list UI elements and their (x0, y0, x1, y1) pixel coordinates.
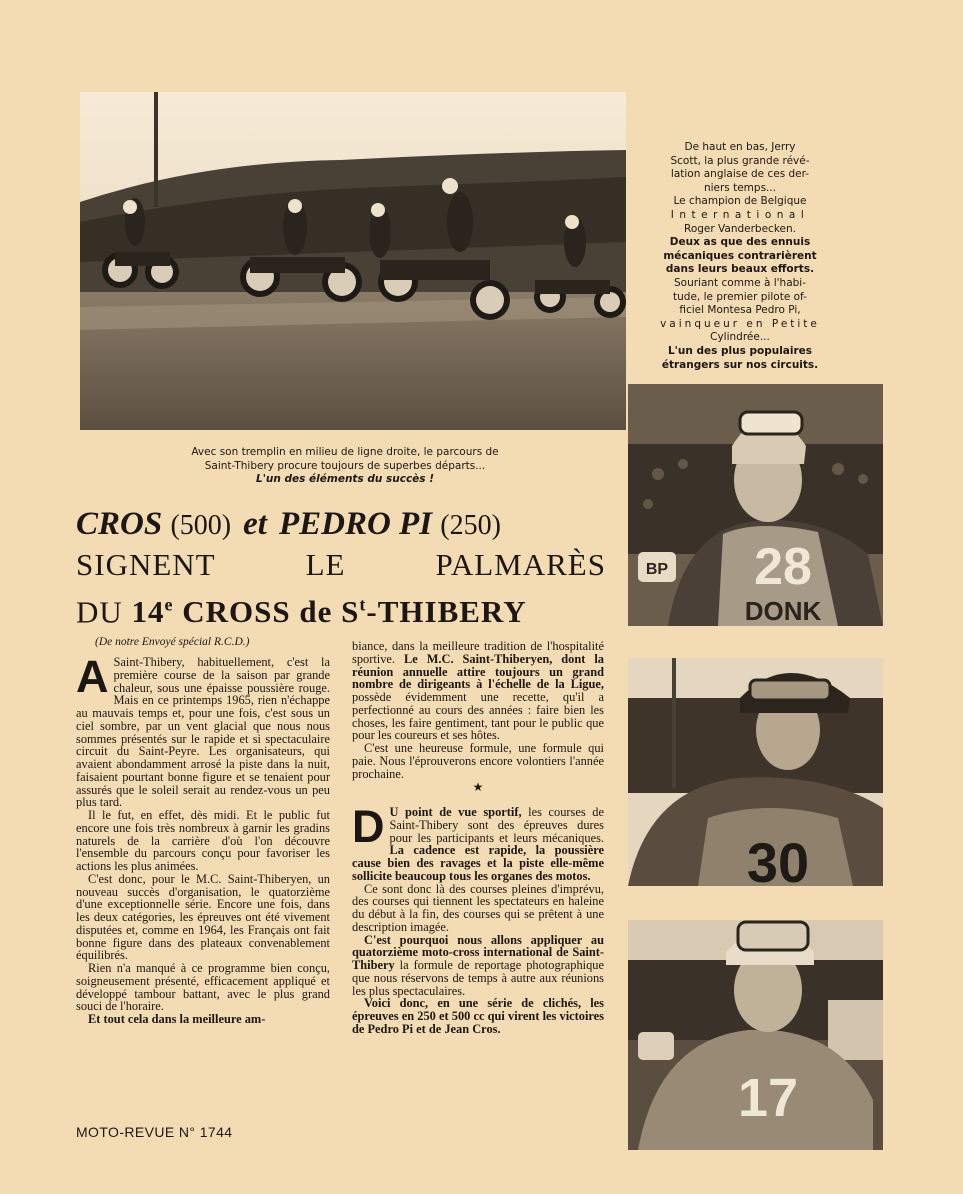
bp-sign-text: BP (645, 561, 669, 578)
article-paragraph: C'est donc, pour le M.C. Saint-Thiberyen, un nouveau succès d'organisation, le quatorzième d'une exceptionnelle série. Encore une fois, dans les deux catégories, les épreuves ont été vivement disputées et, comme en 1964, les Français ont fait bonne figure dans des plateaux convenablement équilibrés. (76, 871, 330, 963)
drop-cap-d: D (352, 801, 385, 852)
caption-line: Avec son tremplin en milieu de ligne droite, le parcours de (191, 446, 499, 458)
paragraph-text: Saint-Thibery, habituellement, c'est la première course de la saison par grande chaleur, sous une épaisse poussière rouge. Mais en ce printemps 1965, rien n'échappe au mauvais temps et, pour une fois, c'est sous un ciel sombre, par un vent glacial que nous nous sommes présentés sur le rapide et si spectaculaire circuit du Saint-Peyre. Les organisateurs, qui avaient abondamment arrosé la piste dans la nuit, faisaient pourtant bonne figure et se tenaient pour assurés que le soleil serait au rendez-vous un peu plus tard. (76, 655, 330, 810)
caption-line: Le champion de Belgique (673, 195, 807, 208)
caption-line: Roger Vanderbecken. (684, 222, 796, 235)
article-paragraph: Et tout cela dans la meilleure am- (88, 1012, 266, 1026)
article-paragraph (352, 801, 604, 883)
caption-line: dans leurs beaux efforts. (665, 263, 815, 276)
article-paragraph: Il le fut, en effet, dès midi. Et le public fut encore une fois très nombreux à garnir les gradins naturels de la carrière d'où l'on découvre l'ensemble du parcours conçu pour favoriser les actions les plus animées. (76, 808, 330, 873)
article-column-right (352, 640, 604, 1036)
headline-line-3 (76, 585, 606, 632)
headline-line-1 (76, 505, 606, 545)
article-paragraph: Ce sont donc là des courses pleines d'imprévu, des courses qui tiennent les spectateurs en haleine du début à la fin, des courses qui se prêtent à une description imagée. (352, 881, 604, 934)
headline (76, 505, 606, 632)
headline-word: LE (305, 547, 346, 582)
article-paragraph (352, 934, 604, 998)
caption-line: L'un des éléments du succès ! (256, 473, 434, 486)
caption-line: mécaniques contrarièrent (663, 249, 817, 262)
caption-line: lation anglaise de ces der- (670, 168, 810, 181)
caption-line: ficiel Montesa Pedro Pi, (679, 304, 801, 317)
headline-cros: CROS (76, 506, 163, 542)
roger-vanderbecken-photo (628, 658, 883, 886)
caption-line: L'un des plus populaires (667, 344, 813, 357)
headline-st-sup: t (359, 595, 367, 615)
headline-thibery: -THIBERY (366, 594, 527, 630)
riders-photo-caption (640, 141, 840, 372)
paragraph-text: biance, dans la meilleure tradition de l'hospitalité sportive. (352, 639, 604, 666)
paragraph-text-bold: Le M.C. Saint-Thiberyen, dont la réunion annuelle attire toujours un grand nombre de dirigeants à l'échelle de la Ligue, (352, 651, 604, 692)
paragraph-text-bold: C'est pourquoi nous allons appliquer au quatorzième moto-cross international de Saint-Thibery (352, 932, 604, 972)
headline-number-sup: e (164, 595, 174, 615)
article-paragraph (352, 640, 604, 742)
headline-number: 14 (131, 594, 165, 630)
article-paragraph: Rien n'a manqué à ce programme bien conçu, soigneusement présenté, efficacement appliqué et développé tambour battant, avec le plus grand souci de l'horaire. (76, 961, 330, 1014)
headline-pi-class: (250) (440, 510, 501, 541)
article-paragraph: Voici donc, en une série de clichés, les épreuves en 250 et 500 cc qui virent les victoires de Pedro Pi et de Jean Cros. (352, 996, 604, 1036)
article-paragraph: C'est une heureuse formule, une formule qui paie. Nous l'éprouverons encore volontiers l'année prochaine. (352, 741, 604, 781)
headline-word: SIGNENT (76, 547, 216, 582)
race-number-17: 17 (737, 1068, 799, 1128)
paragraph-text-bold: U point de vue sportif, (389, 805, 522, 819)
headline-et: et (243, 506, 267, 542)
caption-line: étrangers sur nos circuits. (661, 358, 819, 371)
race-start-photo (80, 92, 626, 430)
caption-line: Deux as que des ennuis (669, 236, 811, 249)
caption-line: Scott, la plus grande révé- (670, 154, 810, 167)
caption-line: Souriant comme à l'habi- (673, 276, 806, 289)
byline: (De notre Envoyé spécial R.C.D.) (95, 636, 250, 648)
caption-line: International (670, 208, 810, 221)
race-number-30: 30 (746, 831, 810, 886)
drop-cap-a: A (76, 651, 109, 702)
headline-word: PALMARÈS (435, 547, 606, 582)
headline-du: DU (76, 594, 123, 630)
pedro-pi-photo (628, 920, 883, 1150)
race-number-28: 28 (754, 538, 812, 596)
paragraph-text: possède évidemment une recette, qu'il a perfectionné au cours des années : faire bien les choses, les faire gentiment, tant pour le public que pour les coureurs et ses hôtes. (352, 690, 604, 743)
paragraph-text-bold: La cadence est rapide, la poussière cause bien des ravages et la piste elle-même sollicite beaucoup tous les organes des motos. (352, 843, 604, 883)
headline-line-2 (76, 545, 606, 585)
paragraph-text: les courses de Saint-Thibery sont des épreuves dures pour les participants et leurs mécaniques. (389, 805, 604, 845)
start-photo-caption (140, 446, 550, 487)
headline-cross: CROSS de S (182, 594, 360, 630)
paragraph-text: la formule de reportage photographique que nous réservons de temps à autre aux réunions les plus spectaculaires. (352, 958, 604, 998)
caption-line: vainqueur en Petite (660, 317, 820, 330)
caption-line: niers temps... (703, 181, 777, 194)
headline-cros-class: (500) (170, 510, 232, 541)
jerry-scott-photo (628, 384, 883, 626)
caption-line: Saint-Thibery procure toujours de superbes départs... (204, 459, 486, 472)
caption-line: tude, le premier pilote of- (673, 290, 807, 303)
bib-text: DONK (744, 596, 822, 626)
caption-line: Cylindrée... (710, 331, 770, 344)
magazine-footer: MOTO-REVUE N° 1744 (76, 1124, 233, 1140)
article-paragraph (76, 651, 330, 810)
headline-pedro-pi: PEDRO PI (278, 506, 433, 542)
caption-line: De haut en bas, Jerry (684, 141, 796, 153)
section-star-separator: ★ (472, 780, 484, 795)
article-column-left (76, 651, 330, 1026)
